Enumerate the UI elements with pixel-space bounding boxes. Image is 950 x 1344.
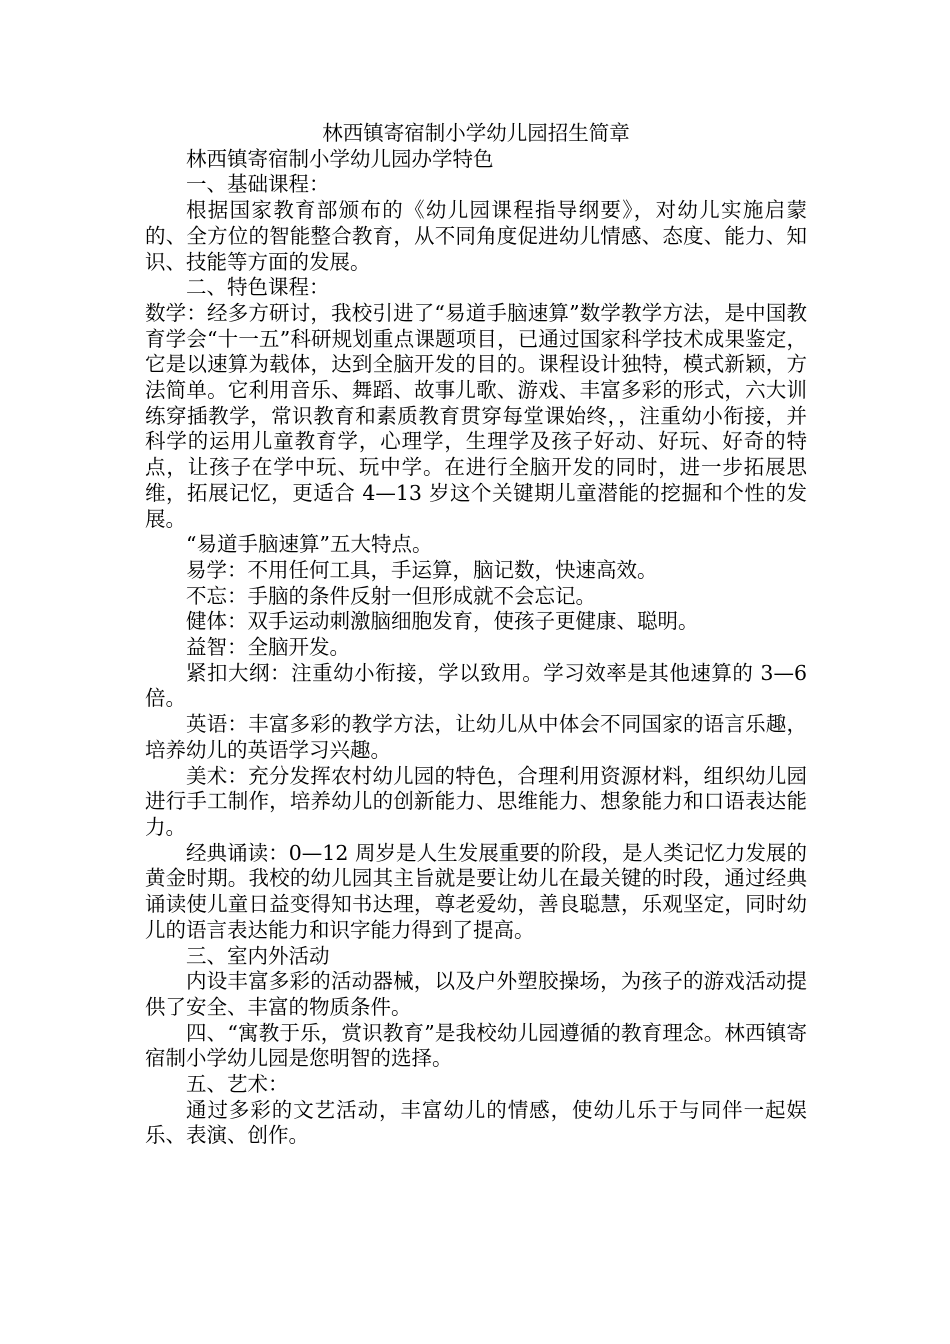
school-features-heading: 林西镇寄宿制小学幼儿园办学特色: [186, 146, 494, 171]
art-course-paragraph: 美术：充分发挥农村幼儿园的特色，合理利用资源材料，组织幼儿园进行手工制作，培养幼儿的创新能力、思维能力、想象能力和口语表达能力。: [145, 763, 807, 839]
feature-easy-learn: 易学：不用任何工具，手运算，脑记数，快速高效。: [186, 557, 658, 582]
basic-course-paragraph: 根据国家教育部颁布的《幼儿园课程指导纲要》，对幼儿实施启蒙的、全方位的智能整合教育，从不同角度促进幼儿情感、态度、能力、知识、技能等方面的发展。: [145, 198, 807, 274]
activities-paragraph: 内设丰富多彩的活动器械，以及户外塑胶操场，为孩子的游戏活动提供了安全、丰富的物质条件。: [145, 969, 807, 1019]
english-course-paragraph: 英语：丰富多彩的教学方法，让幼儿从中体会不同国家的语言乐趣，培养幼儿的英语学习兴趣。: [145, 712, 807, 762]
document-title: 林西镇寄宿制小学幼儿园招生简章: [322, 121, 630, 145]
feature-fitness: 健体：双手运动刺激脑细胞发育，使孩子更健康、聪明。: [186, 609, 699, 634]
math-course-paragraph: 数学：经多方研讨，我校引进了“易道手脑速算”数学教学方法，是中国教育学会“十一五”科研规划重点课题项目，已通过国家科学技术成果鉴定，它是以速算为载体，达到全脑开发的目的。课程设计独特，模式新颖，方法简单。它利用音乐、舞蹈、故事儿歌、游戏、丰富多彩的形式，六大训练穿插教学，常识教育和素质教育贯穿每堂课始终，，注重幼小衔接，并科学的运用儿童教育学，心理学，生理学及孩子好动、好玩、好奇的特点，让孩子在学中玩、玩中学。在进行全脑开发的同时，进一步拓展思维，拓展记忆，更适合 4—13 岁这个关键期儿童潜能的挖掘和个性的发展。: [145, 300, 807, 531]
classic-reading-paragraph: 经典诵读：0—12 周岁是人生发展重要的阶段，是人类记忆力发展的黄金时期。我校的幼儿园其主旨就是要让幼儿在最关键的时段，通过经典诵读使儿童日益变得知书达理，尊老爱幼，善良聪慧，乐观坚定，同时幼儿的语言表达能力和识字能力得到了提高。: [145, 840, 807, 942]
five-features-heading: “易道手脑速算”五大特点。: [186, 532, 433, 557]
section-basic-course-heading: 一、基础课程：: [186, 172, 330, 197]
document-page: [145, 121, 807, 1149]
education-philosophy-paragraph: 四、“寓教于乐，赏识教育”是我校幼儿园遵循的教育理念。林西镇寄宿制小学幼儿园是您明智的选择。: [145, 1020, 807, 1071]
arts-paragraph: 通过多彩的文艺活动，丰富幼儿的情感，使幼儿乐于与同伴一起娱乐、表演、创作。: [145, 1097, 807, 1148]
section-arts-heading: 五、艺术：: [186, 1072, 289, 1097]
section-activities-heading: 三、室内外活动: [186, 943, 330, 968]
section-special-course-heading: 二、特色课程：: [186, 275, 330, 300]
feature-syllabus: 紧扣大纲：注重幼小衔接，学以致用。学习效率是其他速算的 3—6 倍。: [145, 660, 807, 711]
feature-intelligence: 益智：全脑开发。: [186, 635, 350, 660]
feature-not-forget: 不忘：手脑的条件反射一但形成就不会忘记。: [186, 583, 596, 608]
